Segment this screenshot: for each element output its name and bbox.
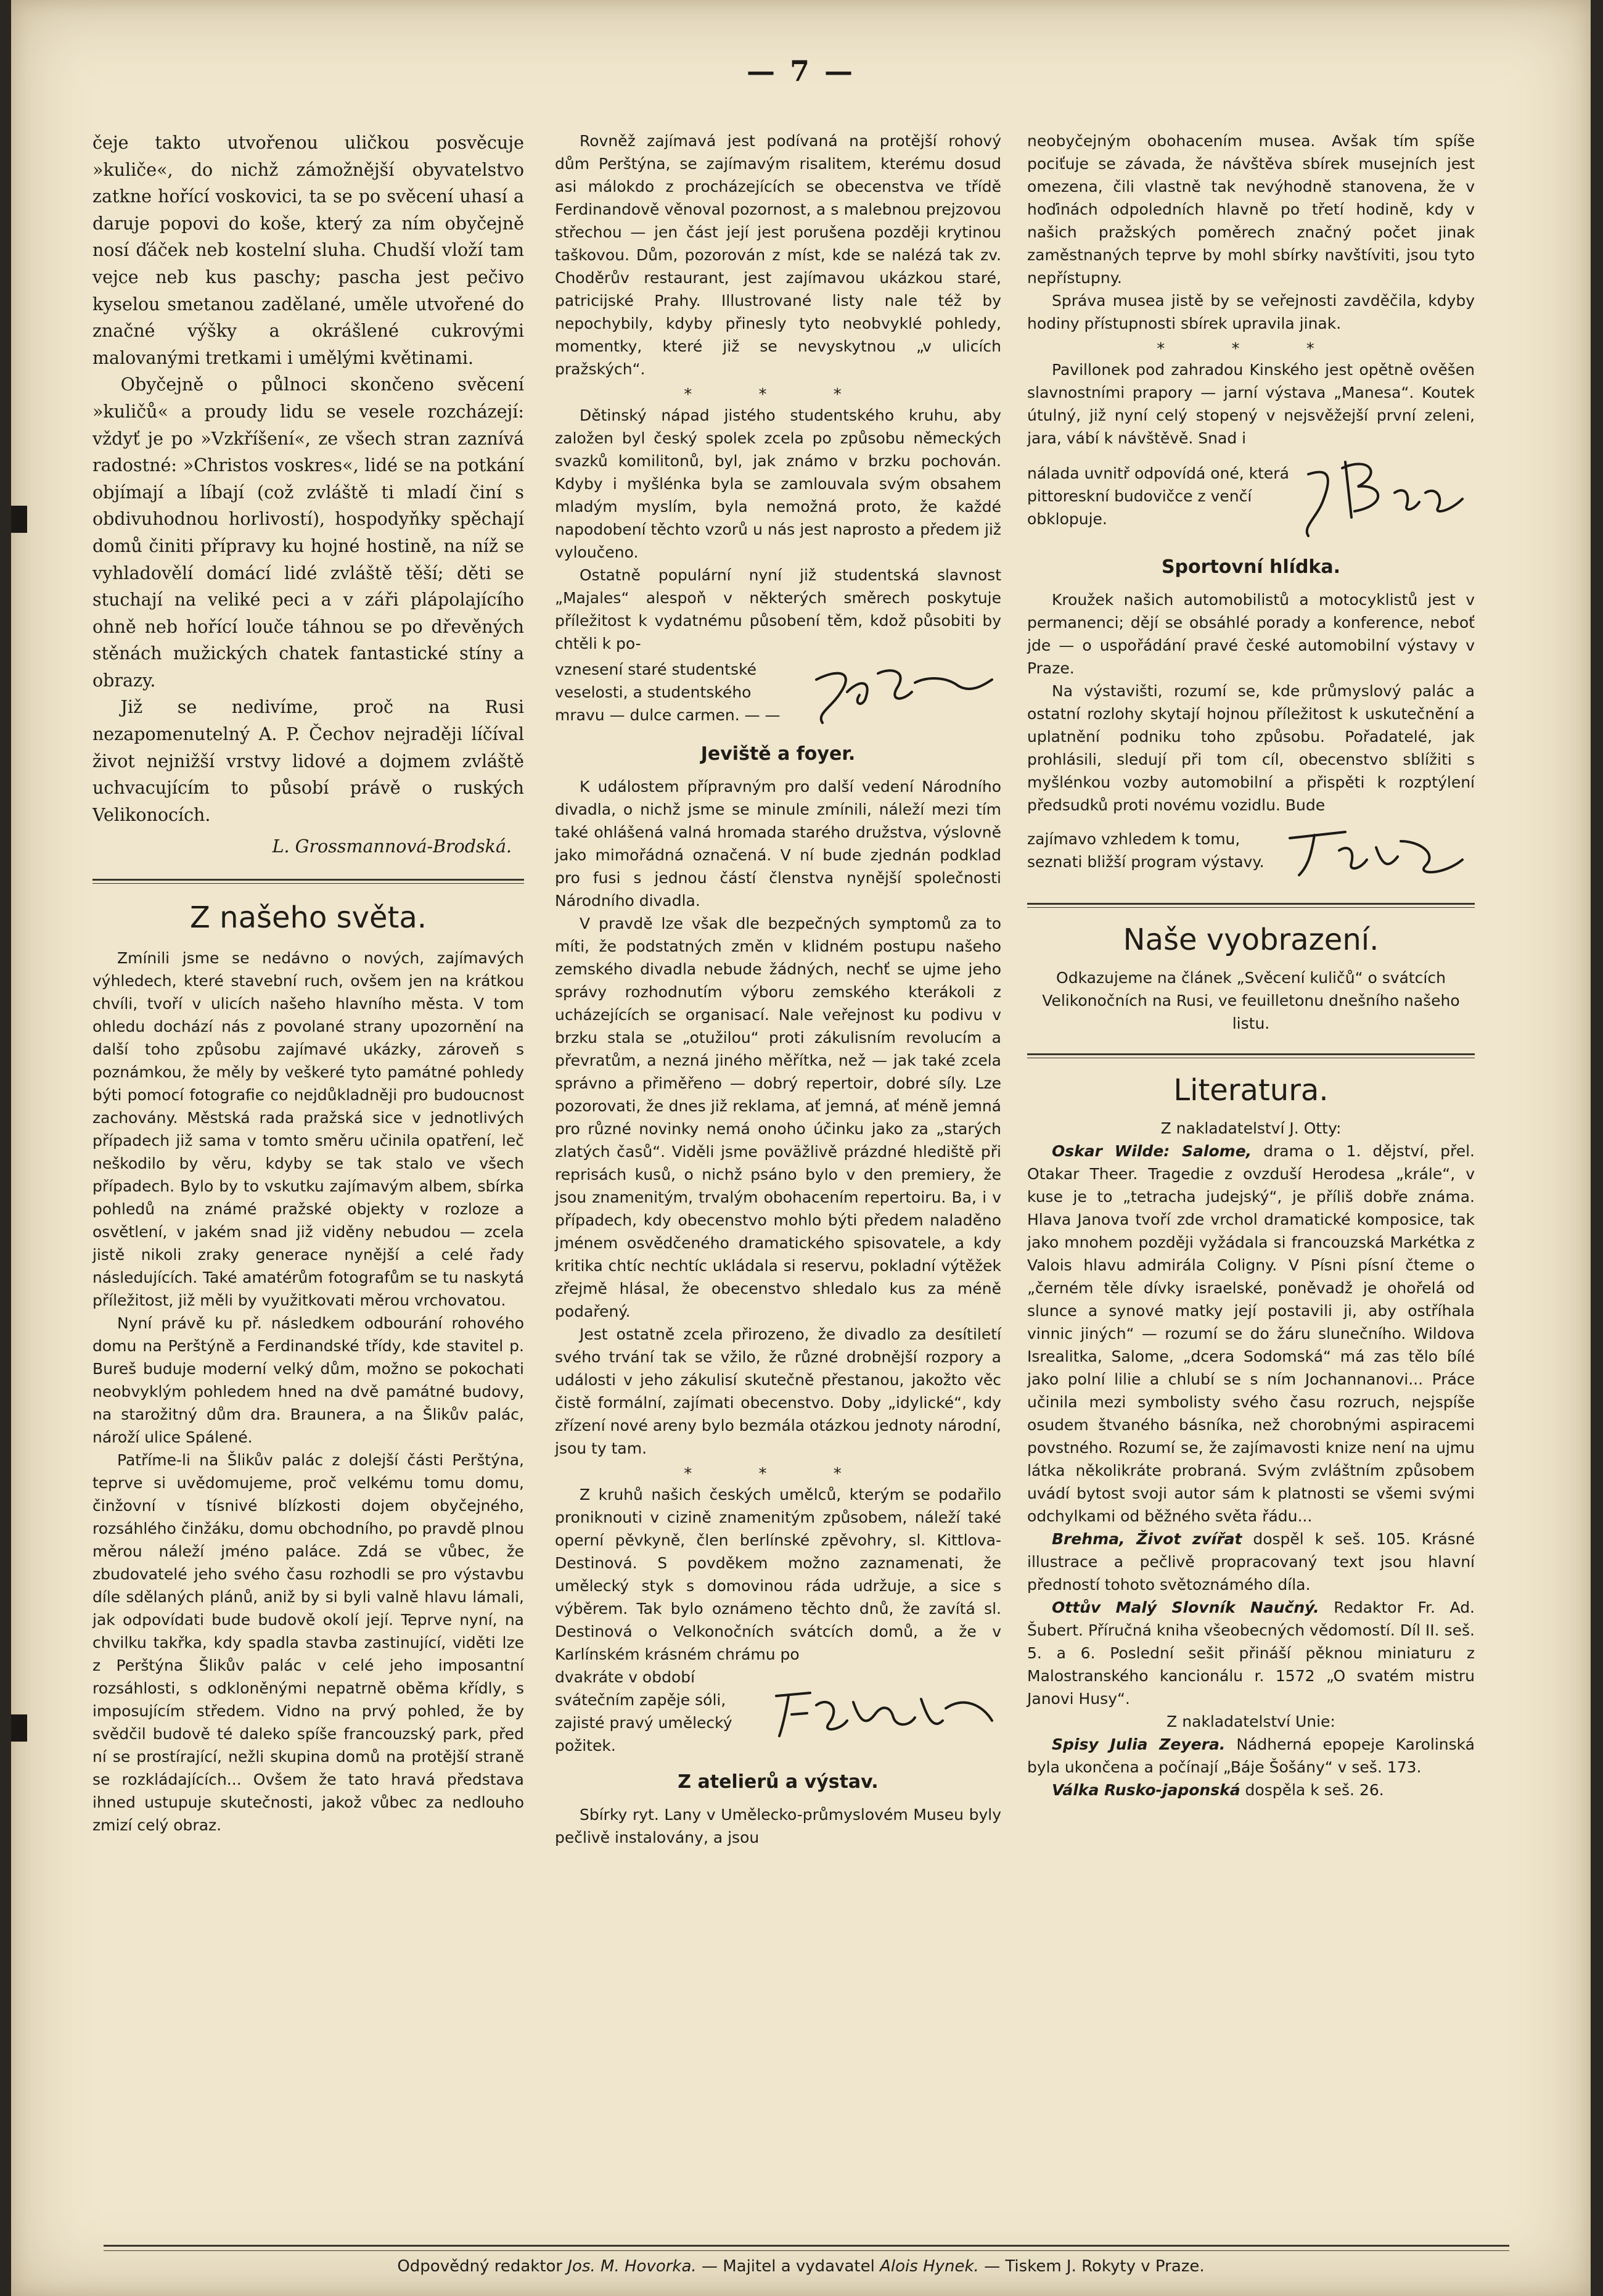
publisher-heading: Z nakladatelství Unie:: [1166, 1713, 1335, 1730]
column-2: [555, 130, 1001, 1849]
signature-block: [1027, 450, 1475, 542]
article-para: zajímavo vzhledem k tomu, seznati bližší program výstavy.: [1027, 830, 1265, 871]
article-para: dvakráte v období svátečním zapěje sóli, zajisté pravý umělecký požitek.: [555, 1668, 732, 1755]
easter-para: Obyčejně o půlnoci skončeno svěcení »kuličů« a proudy lidu se vesele rozcházejí: vždyť je po »Vzkříšení«, ze všech stran zaznívá radostné: »Christos voskres«, lidé se na potkání objímají a líbají (což zvláště ti mladí činí s obdivuhodnou horlivostí), hospodyňky spěchají domů činiti přípravy ku hojné hostině, na níž se vyhladovělí domácí lidé zvláště těší; děti se stuchají na veliké peci a v záři plápolajícího ohně neb hořící louče táhnou se po dřevěných stěnách mužických chatek fantastické stíny a obrazy.: [92, 374, 524, 691]
article-para: Sbírky ryt. Lany v Umělecko-průmyslovém Museu byly pečlivě instalovány, a jsou: [555, 1806, 1001, 1846]
world-para: Nyní právě ku př. následkem odbourání rohového domu na Perštýně a Ferdinandské třídy, kde stavitel p. Bureš buduje moderní velký dům, možno se pokochati neobvyklým pohledem hned na dvě památné budovy, na starožitný dům dra. Braunera, a na Šlikův palác, nároží ulice Spálené.: [92, 1314, 524, 1446]
footer-suffix: — Tiskem J. Rokyty v Praze.: [984, 2257, 1205, 2276]
sport-para: Na výstavišti, rozumí se, kde průmyslový palác a ostatní rozlohy skytají hojnou příležitost k uskutečnění a uplatnění podniku toho způsobu. Pořadatelé, jak prohlásili, sledují při tom cíl, obecenstvo sblížiti s myšlénkou vozby automobilní a přispěti k rozptýlení předsudků proti novému vozidlu. Bude: [1027, 682, 1475, 814]
signature-kazinek: [767, 1677, 1001, 1745]
world-para: Patříme-li na Šlikův palác z dolejší části Perštýna, teprve si uvědomujeme, proč velkému tomu domu, činžovní v tísnivé blízkosti dojem obyčejného, rozsáhlého činžáku, domu obchodního, po pravdě plnou měrou náleží jméno paláce. Zdá se vůbec, že zbudovatelé jeho svého času rozhodli se pro výstavbu díle sdělaných plánů, aniž by si byli valně hlavu lámali, jak odpovídati bude budově okolí její. Teprve nyní, na chvilku takřka, kdy spadla stavba zastinující, viděti lze z Perštýna Šlikův palác v celé jeho imposantní rozsáhlosti, s odkloněnými nepatrně oběma křídly, s imposujícím středem. Vidno na prvý pohled, že by svědčil budově té daleko spíše francouzský park, před ní se prostírající, nežli skupina domů na protější straně se rozkládajících... Ovšem že tato hravá představa ihned ustupuje skutečnosti, jakož vůbec za nedlouho zmizí celý obraz.: [92, 1450, 524, 1834]
signature-kratky: [1277, 817, 1475, 884]
book-text: dospěla k seš. 26.: [1240, 1781, 1384, 1799]
section-divider: [1027, 1053, 1475, 1058]
article-para: Z kruhů našich českých umělců, kterým se podařilo proniknouti v cizině znamenitým způsobem, náleží také operní pěvkyně, člen berlínské zpěvohry, sl. Kittlova-Destinová. S povděkem možno zaznamenati, že umělecký styk s domovinou ráda udržuje, a sice s výběrem. Tak bylo oznámeno těchto dnů, že zavítá sl. Destinová o Velkonočních svátcích domů, a že v Karlínském krásném chrámu po: [555, 1486, 1001, 1663]
section-title-world: Z našeho světa.: [190, 900, 427, 936]
theatre-para: K událostem přípravným pro další vedení Národního divadla, o nichž jsme se minule zmínili, náleží mezi tím také ohlášená valná hromada starého družstva, výslovně jako mimořádná označená. V ní bude zjednán podklad pro fusi s jednou částí členstva nynější společnosti Národního divadla.: [555, 778, 1001, 910]
sport-para: Kroužek našich automobilistů a motocyklistů jest v permanenci; dějí se obsáhlé porady a konference, neboť jde — o uspořádání pravé české automobilní výstavy v Praze.: [1027, 591, 1475, 677]
footer-mid: — Majitel a vydavatel: [701, 2257, 875, 2276]
book-text: Redaktor Fr. Ad. Šubert. Příručná kniha všeobecných vědomostí. Díl II. seš. 5. a 6. Poslední sešit přináší pěknou miniaturu z Malostranského kancionálu r. 1572 „O svatém mistru Janovi Husy“.: [1027, 1599, 1475, 1708]
easter-para: Již se nedivíme, proč na Rusi nezapomenutelný A. P. Čechov nejraději líčíval život nejnižší vrstvy lidové a dojmem zvláště uchvacujícím to působí právě o ruských Velikonocích.: [92, 697, 524, 825]
section-stars: * * *: [1157, 340, 1345, 358]
lit-item: [1027, 1528, 1475, 1596]
book-text: drama o 1. dějství, přel. Otakar Theer. Tragedie z ovzduší Herodesa „krále“, v kuse je to „tetracha judejský“, je příliš dobře známa. Hlava Janova tvoří zde vrchol dramatické komposice, tak jako mnohem později vyžádala si francouzská Markétka z Valois hlavu admirála Coligny. V Písni písní čteme o „černém těle dívky israelské, poněvadž je ohořelá od slunce a synové matky její postavili ji, aby ostříhala vinnic jiných“ — rozumí se do žáru slunečního. Wildova Isrealitka, Salome, „dcera Sodomská“ má zas tělo bílé jako polní lilie a chlubí se s ním Jochannanovi... Práce učinila mezi symbolisty svého času rozruch, nejspíše osudem štvaného básníka, než chorobnými aspiracemi povstného. Rozumí se, že zajímavosti knize není na ujmu látka několikráte probraná. Svým zvláštním způsobem uvádí bytost svoji autor sám k platnosti se všemi svými odchylkami od běžného světa řádu...: [1027, 1142, 1475, 1525]
section-title-ateliers: Z atelierů a výstav.: [678, 1771, 879, 1793]
lit-item: [1027, 1596, 1475, 1710]
section-title-theatre: Jeviště a foyer.: [700, 743, 856, 765]
section-stars: * * *: [684, 1465, 872, 1483]
section-stars: * * *: [684, 385, 872, 404]
column-3: [1027, 130, 1475, 1801]
lit-item: [1027, 1779, 1475, 1801]
signature-block: [555, 655, 1001, 729]
newspaper-page: [11, 0, 1591, 2296]
images-para: Odkazujeme na článek „Svěcení kuličů“ o svátcích Velikonočních na Rusi, ve feuilletonu dnešního našeho listu.: [1042, 969, 1460, 1032]
book-text: dospěl k seš. 105. Krásné illustrace a pečlivě propracovaný text jsou hlavní předností tohoto světoznámého díla.: [1027, 1530, 1475, 1594]
binding-mark: [11, 1714, 27, 1742]
article-author: L. Grossmannová-Brodská.: [272, 836, 512, 857]
article-para: Správa musea jistě by se veřejnosti zavděčila, kdyby hodiny přístupnosti sbírek upravila jinak.: [1027, 292, 1475, 332]
book-title: Válka Rusko-japonská: [1052, 1781, 1240, 1799]
binding-mark: [11, 506, 27, 533]
easter-para: čeje takto utvořenou uličkou posvěcuje »kuliče«, do nichž zámožnější obyvatelstvo zatkne hořící voskovici, ta se po svěcení uhasí a daruje popovi do koše, který za ním obyčejně nosí ďáček neb kostelní sluha. Chudší vloží tam vejce neb kus paschy; pascha jest pečivo kyselou smetanou zadělané, uměle utvořené do značné výšky a okrášlené cukrovými malovanými tretkami i umělými květinami.: [92, 133, 524, 368]
book-title: Spisy Julia Zeyera.: [1052, 1735, 1226, 1753]
lit-item: [1027, 1140, 1475, 1528]
article-para: vznesení staré studentské veselosti, a studentského mravu — dulce carmen. — —: [555, 660, 781, 724]
book-title: Brehma, Život zvířat: [1052, 1530, 1242, 1548]
theatre-para: V pravdě lze však dle bezpečných symptomů za to míti, že podstatných změn v klidném postupu našeho zemského divadla nebude žádných, nechť se ujme jeho správy rozhodnutím výboru zemského kterákoli z ucházejících se organisací. Nale veřejnost ku podivu v brzku stala se „otužilou“ proti zákulisním revolucím a převratům, a nezná jiného měřítka, než — jak také zcela správno a přiměřeno — dobrý repertoir, dobré síly. Lze pozorovati, že dnes již reklama, ať jemná, ať méně jemná pro různé novinky nemá onoho účinku jako za „starých zlatých časů“. Viděli jsme poväžlivě prázdné hlediště při reprisách kusů, o nichž psáno bylo v den premiery, že jsou znamenitým, trvalým obohacením repertoiru. Ba, i v případech, kdy obecenstvo mohlo býti předem naladěno jménem osvědčeného dramatického spisovatele, a kdy kritika chtíc nechtíc ukládala si reservu, pokladní výtěžek zřejmě hlásal, že obecenstvo shledalo kus za méně podařený.: [555, 915, 1001, 1320]
lit-item: [1027, 1733, 1475, 1779]
section-divider: [1027, 903, 1475, 908]
article-para: neobyčejným obohacením musea. Avšak tím spíše pociťuje se závada, že návštěva sbírek musejních jest omezena, čili vlastně tak nevýhodně stanovena, že v hoďinách odpoledních hlavně po třetí hodině, kdy v našich pražských poměrech značný počet jinak zaměstnaných teprve by mohl sbírky navštíviti, jsou tyto nepřístupny.: [1027, 132, 1475, 287]
article-para: Pavillonek pod zahradou Kinského jest opětně ověšen slavnostními prapory — jarní výstava „Manesa“. Koutek útulný, již nyní celý stopený v nejsvěžejší první zeleni, jara, vábí k návštěvě. Snad i: [1027, 361, 1475, 447]
signature-jos-bod: [804, 655, 1001, 729]
page-number: — 7 —: [746, 54, 856, 88]
section-divider: [92, 879, 524, 884]
section-title-literature: Literatura.: [1173, 1073, 1329, 1108]
book-text: Nádherná epopeje Karolinská byla ukončena a počínají „Báje Šošány“ v seš. 173.: [1027, 1735, 1475, 1776]
publisher-heading: Z nakladatelství J. Otty:: [1160, 1119, 1342, 1137]
section-title-images: Naše vyobrazení.: [1123, 923, 1379, 957]
footer-divider: [104, 2250, 1509, 2251]
imprint-footer: [11, 2257, 1591, 2276]
article-para: nálada uvnitř odpovídá oné, která pittoreskní budovičce z venčí obklopuje.: [1027, 464, 1289, 528]
theatre-para: Jest ostatně zcela přirozeno, že divadlo za desítiletí svého trvání tak se vžilo, že různé drobnější rozpory a události v jeho zákulisí skutečně přestanou, jakožto věc čistě formální, zajímati obecenstvo. Doby „idylické“, kdy zřízení nové areny bylo bezmála otázkou jednoty národní, jsou ty tam.: [555, 1325, 1001, 1457]
footer-publisher: Alois Hynek.: [880, 2257, 979, 2276]
world-para: Zmínili jsme se nedávno o nových, zajímavých výhledech, které stavební ruch, ovšem jen na krátkou chvíli, tvoří v ulicích našeho hlavního města. V tom ohledu dochází nás z povolané strany upozornění na další toho způsobu zajímavé ukázky, zároveň s poznámkou, že měly by veškeré tyto památné pohledy býti pomocí fotografie co nejdůkladněji pro budoucnost zachovány. Městská rada pražská sice v jednotlivých případech již sama v tomto směru učinila opatření, leč neškodilo by věru, kdyby se tak stalo ve všech případech. Bylo by to vskutku zajímavým albem, sbírka pohledů na známé pražské objekty v rozloze a osvětlení, v jakém snad již viděny nebudou — zcela jistě nikoli zraky generace nynější a celé řady následujících. Také amatérům fotografům se tu naskytá příležitost, již měli by využitkovati měrou vrchovatou.: [92, 948, 524, 1309]
footer-prefix: Odpovědný redaktor: [397, 2257, 563, 2276]
article-para: Rovněž zajímavá jest podívaná na protější rohový dům Perštýna, se zajímavým risalitem, kterému dosud asi málokdo z procházejících se obecenstva ve třídě Ferdinandově věnoval pozornost, a s malebnou prejzovou střechou — jen část její jest porušena později krytinou taškovou. Dům, pozorován z míst, kde se nalézá tak zv. Choděrův restaurant, jest zajímavou ukázkou staré, patricijské Prahy. Illustrované listy nale též by nepochybily, kdyby přinesly tyto neobvyklé pohledy, momentky, které již se nevyskytnou „v ulicích pražských“.: [555, 132, 1001, 378]
signature-bohus: [1290, 450, 1475, 542]
book-title: Oskar Wilde: Salome,: [1052, 1142, 1252, 1160]
section-title-sport: Sportovní hlídka.: [1161, 556, 1341, 578]
column-1: [92, 130, 524, 1837]
book-title: Ottův Malý Slovník Naučný.: [1052, 1599, 1319, 1616]
signature-block: [555, 1666, 1001, 1757]
signature-block: [1027, 817, 1475, 884]
article-para: Ostatně populární nyní již studentská slavnost „Majales“ alespoň v některých směrech poskytuje příležitost k vydatnému působení těm, kdož působiti by chtěli k po-: [555, 566, 1001, 652]
footer-divider: [104, 2245, 1509, 2247]
footer-editor: Jos. M. Hovorka.: [567, 2257, 697, 2276]
article-para: Dětinský nápad jistého studentského kruhu, aby založen byl český spolek zcela po způsobu německých svazků komilitonů, byl, jak známo v brzku pochován. Kdyby i myšlénka byla se zamlouvala svým obsahem mladým myslím, byla nemožná proto, že každé napodobení těchto vzorů u nás jest naprosto a předem již vyloučeno.: [555, 406, 1001, 561]
